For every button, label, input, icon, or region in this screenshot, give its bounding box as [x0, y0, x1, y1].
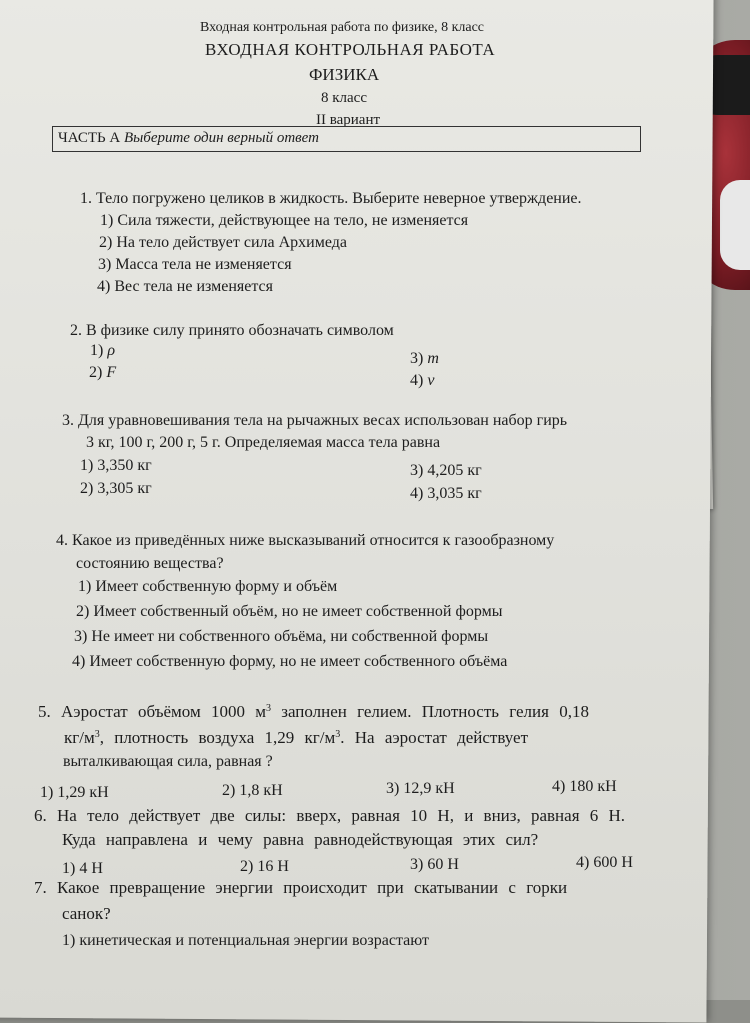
q6-option-4: 4) 600 Н	[576, 854, 633, 871]
question-number: 4.	[56, 532, 68, 549]
question-6	[34, 806, 625, 826]
q4-text-continued: состоянию вещества?	[76, 555, 224, 572]
q6-option-3: 3) 60 Н	[410, 856, 459, 873]
part-label: ЧАСТЬ А	[58, 130, 121, 146]
question-text: Какое превращение энергии происходит при скатывании с горки	[57, 878, 568, 897]
q3-option-3: 3) 4,205 кг	[410, 462, 482, 479]
question-4	[56, 532, 554, 550]
question-2	[70, 322, 394, 340]
question-3	[62, 412, 567, 430]
question-text: Тело погружено целиков в жидкость. Выберите неверное утверждение.	[96, 190, 582, 207]
question-number: 2.	[70, 322, 82, 339]
q3-option-1: 1) 3,350 кг	[80, 457, 152, 474]
doc-title: ВХОДНАЯ КОНТРОЛЬНАЯ РАБОТА	[205, 40, 496, 59]
q1-option-3: 3) Масса тела не изменяется	[98, 256, 292, 273]
q5-option-3: 3) 12,9 кН	[386, 780, 455, 797]
question-text: На тело действует две силы: вверх, равная 10 Н, и вниз, равная 6 Н.	[57, 806, 626, 825]
q5-line-2: $кг/м^3$, плотность воздуха 1,29 $кг/м^3$. На аэростат действует	[64, 728, 529, 747]
question-number: 1.	[80, 190, 92, 207]
q6-text-continued: Куда направлена и чему равна равнодействующая этих сил?	[62, 830, 539, 849]
question-text: В физике силу принято обозначать символом	[86, 322, 394, 339]
page-header: Входная контрольная работа по физике, 8 класс	[200, 20, 485, 35]
question-5: 5. Аэростат объёмом 1000 $м^3$ заполнен гелием. Плотность гелия 0,18	[38, 702, 589, 721]
question-text: Какое из приведённых ниже высказываний относится к газообразному	[72, 532, 555, 549]
question-number: 3.	[62, 412, 74, 429]
q3-text-continued: 3 кг, 100 г, 200 г, 5 г. Определяемая масса тела равна	[86, 434, 441, 451]
q3-option-2: 2) 3,305 кг	[80, 480, 152, 497]
doc-subject: ФИЗИКА	[309, 65, 380, 84]
q3-option-4: 4) 3,035 кг	[410, 485, 482, 502]
q4-option-2: 2) Имеет собственный объём, но не имеет собственной формы	[76, 603, 503, 620]
q5-option-1: 1) 1,29 кН	[40, 784, 109, 801]
q1-option-1: 1) Сила тяжести, действующее на тело, не изменяется	[100, 212, 469, 229]
q7-text-continued: санок?	[62, 904, 111, 923]
question-number: 6.	[34, 806, 47, 825]
question-7	[34, 878, 567, 898]
q4-option-1: 1) Имеет собственную форму и объём	[78, 578, 338, 595]
q6-option-1: 1) 4 Н	[62, 860, 103, 877]
q2-option-3: 3) m	[410, 350, 439, 367]
q5-line-3: выталкивающая сила, равная ?	[63, 753, 273, 770]
question-1	[80, 190, 582, 208]
q5-option-4: 4) 180 кН	[552, 778, 617, 795]
part-a-heading	[58, 130, 319, 147]
question-number: 5.	[38, 702, 51, 721]
q1-option-4: 4) Вес тела не изменяется	[97, 278, 273, 295]
q6-option-2: 2) 16 Н	[240, 858, 289, 875]
part-instruction: Выберите один верный ответ	[123, 130, 319, 146]
q2-option-1: 1) ρ	[90, 342, 116, 359]
doc-grade: 8 класс	[321, 90, 367, 106]
q4-option-3: 3) Не имеет ни собственного объёма, ни собственной формы	[74, 628, 489, 645]
question-number: 7.	[34, 878, 47, 897]
q1-option-2: 2) На тело действует сила Архимеда	[99, 234, 347, 251]
q7-option-1: 1) кинетическая и потенциальная энергии возрастают	[62, 932, 429, 949]
q2-option-4: 4) v	[410, 372, 435, 389]
q2-option-2: 2) F	[89, 364, 117, 381]
doc-variant: II вариант	[316, 112, 381, 128]
q4-option-4: 4) Имеет собственную форму, но не имеет собственного объёма	[72, 653, 508, 670]
q5-option-2: 2) 1,8 кН	[222, 782, 283, 799]
question-text: Для уравновешивания тела на рычажных весах использован набор гирь	[78, 412, 568, 429]
